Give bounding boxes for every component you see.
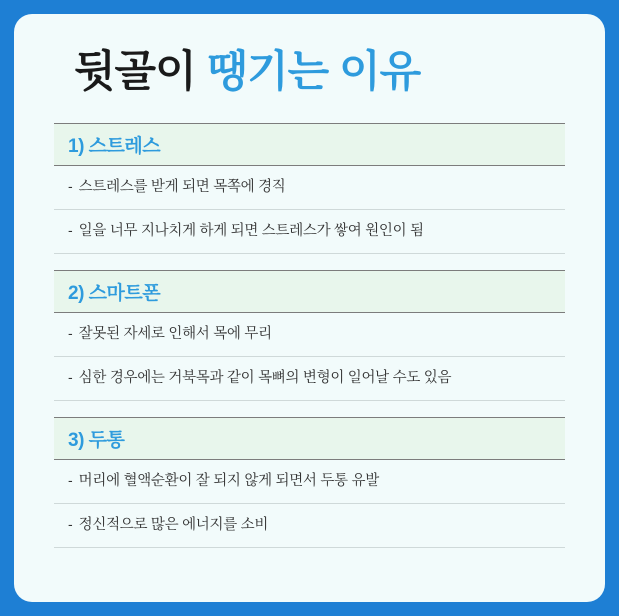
list-item-text: 잘못된 자세로 인해서 목에 무리 (78, 326, 272, 343)
page-title-accent-part: 땡기는 이유 (206, 48, 421, 96)
page-title (74, 48, 565, 97)
list-item (54, 357, 565, 401)
list-item (54, 166, 565, 210)
bullet-marker-icon: - (68, 222, 73, 239)
section-header-label: 2) 스마트폰 (68, 283, 161, 305)
section-divider-space (54, 258, 565, 270)
section-header (54, 417, 565, 460)
list-item (54, 210, 565, 254)
page-title-dark-part: 뒷골이 (74, 48, 207, 96)
list-item (54, 504, 565, 548)
bullet-marker-icon: - (68, 515, 73, 532)
section-header-label: 3) 두통 (68, 429, 125, 451)
section-header (54, 270, 565, 313)
section-header (54, 123, 565, 166)
list-item (54, 313, 565, 357)
list-item-text: 정신적으로 많은 에너지를 소비 (78, 516, 269, 533)
list-item-text: 스트레스를 받게 되면 목쪽에 경직 (78, 179, 286, 196)
bullet-marker-icon: - (68, 325, 73, 342)
list-item-text: 일을 너무 지나치게 하게 되면 스트레스가 쌓여 원인이 됨 (78, 223, 424, 240)
info-card (14, 14, 605, 602)
list-item-text: 머리에 혈액순환이 잘 되지 않게 되면서 두통 유발 (78, 472, 379, 489)
list-item (54, 460, 565, 504)
bullet-marker-icon: - (68, 178, 73, 195)
section-headache (54, 417, 565, 548)
section-header-label: 1) 스트레스 (68, 136, 161, 158)
section-divider-space (54, 405, 565, 417)
bullet-marker-icon: - (68, 368, 73, 385)
bullet-marker-icon: - (68, 471, 73, 488)
section-stress (54, 123, 565, 254)
list-item-text: 심한 경우에는 거북목과 같이 목뼈의 변형이 일어날 수도 있음 (78, 369, 452, 386)
section-smartphone (54, 270, 565, 401)
